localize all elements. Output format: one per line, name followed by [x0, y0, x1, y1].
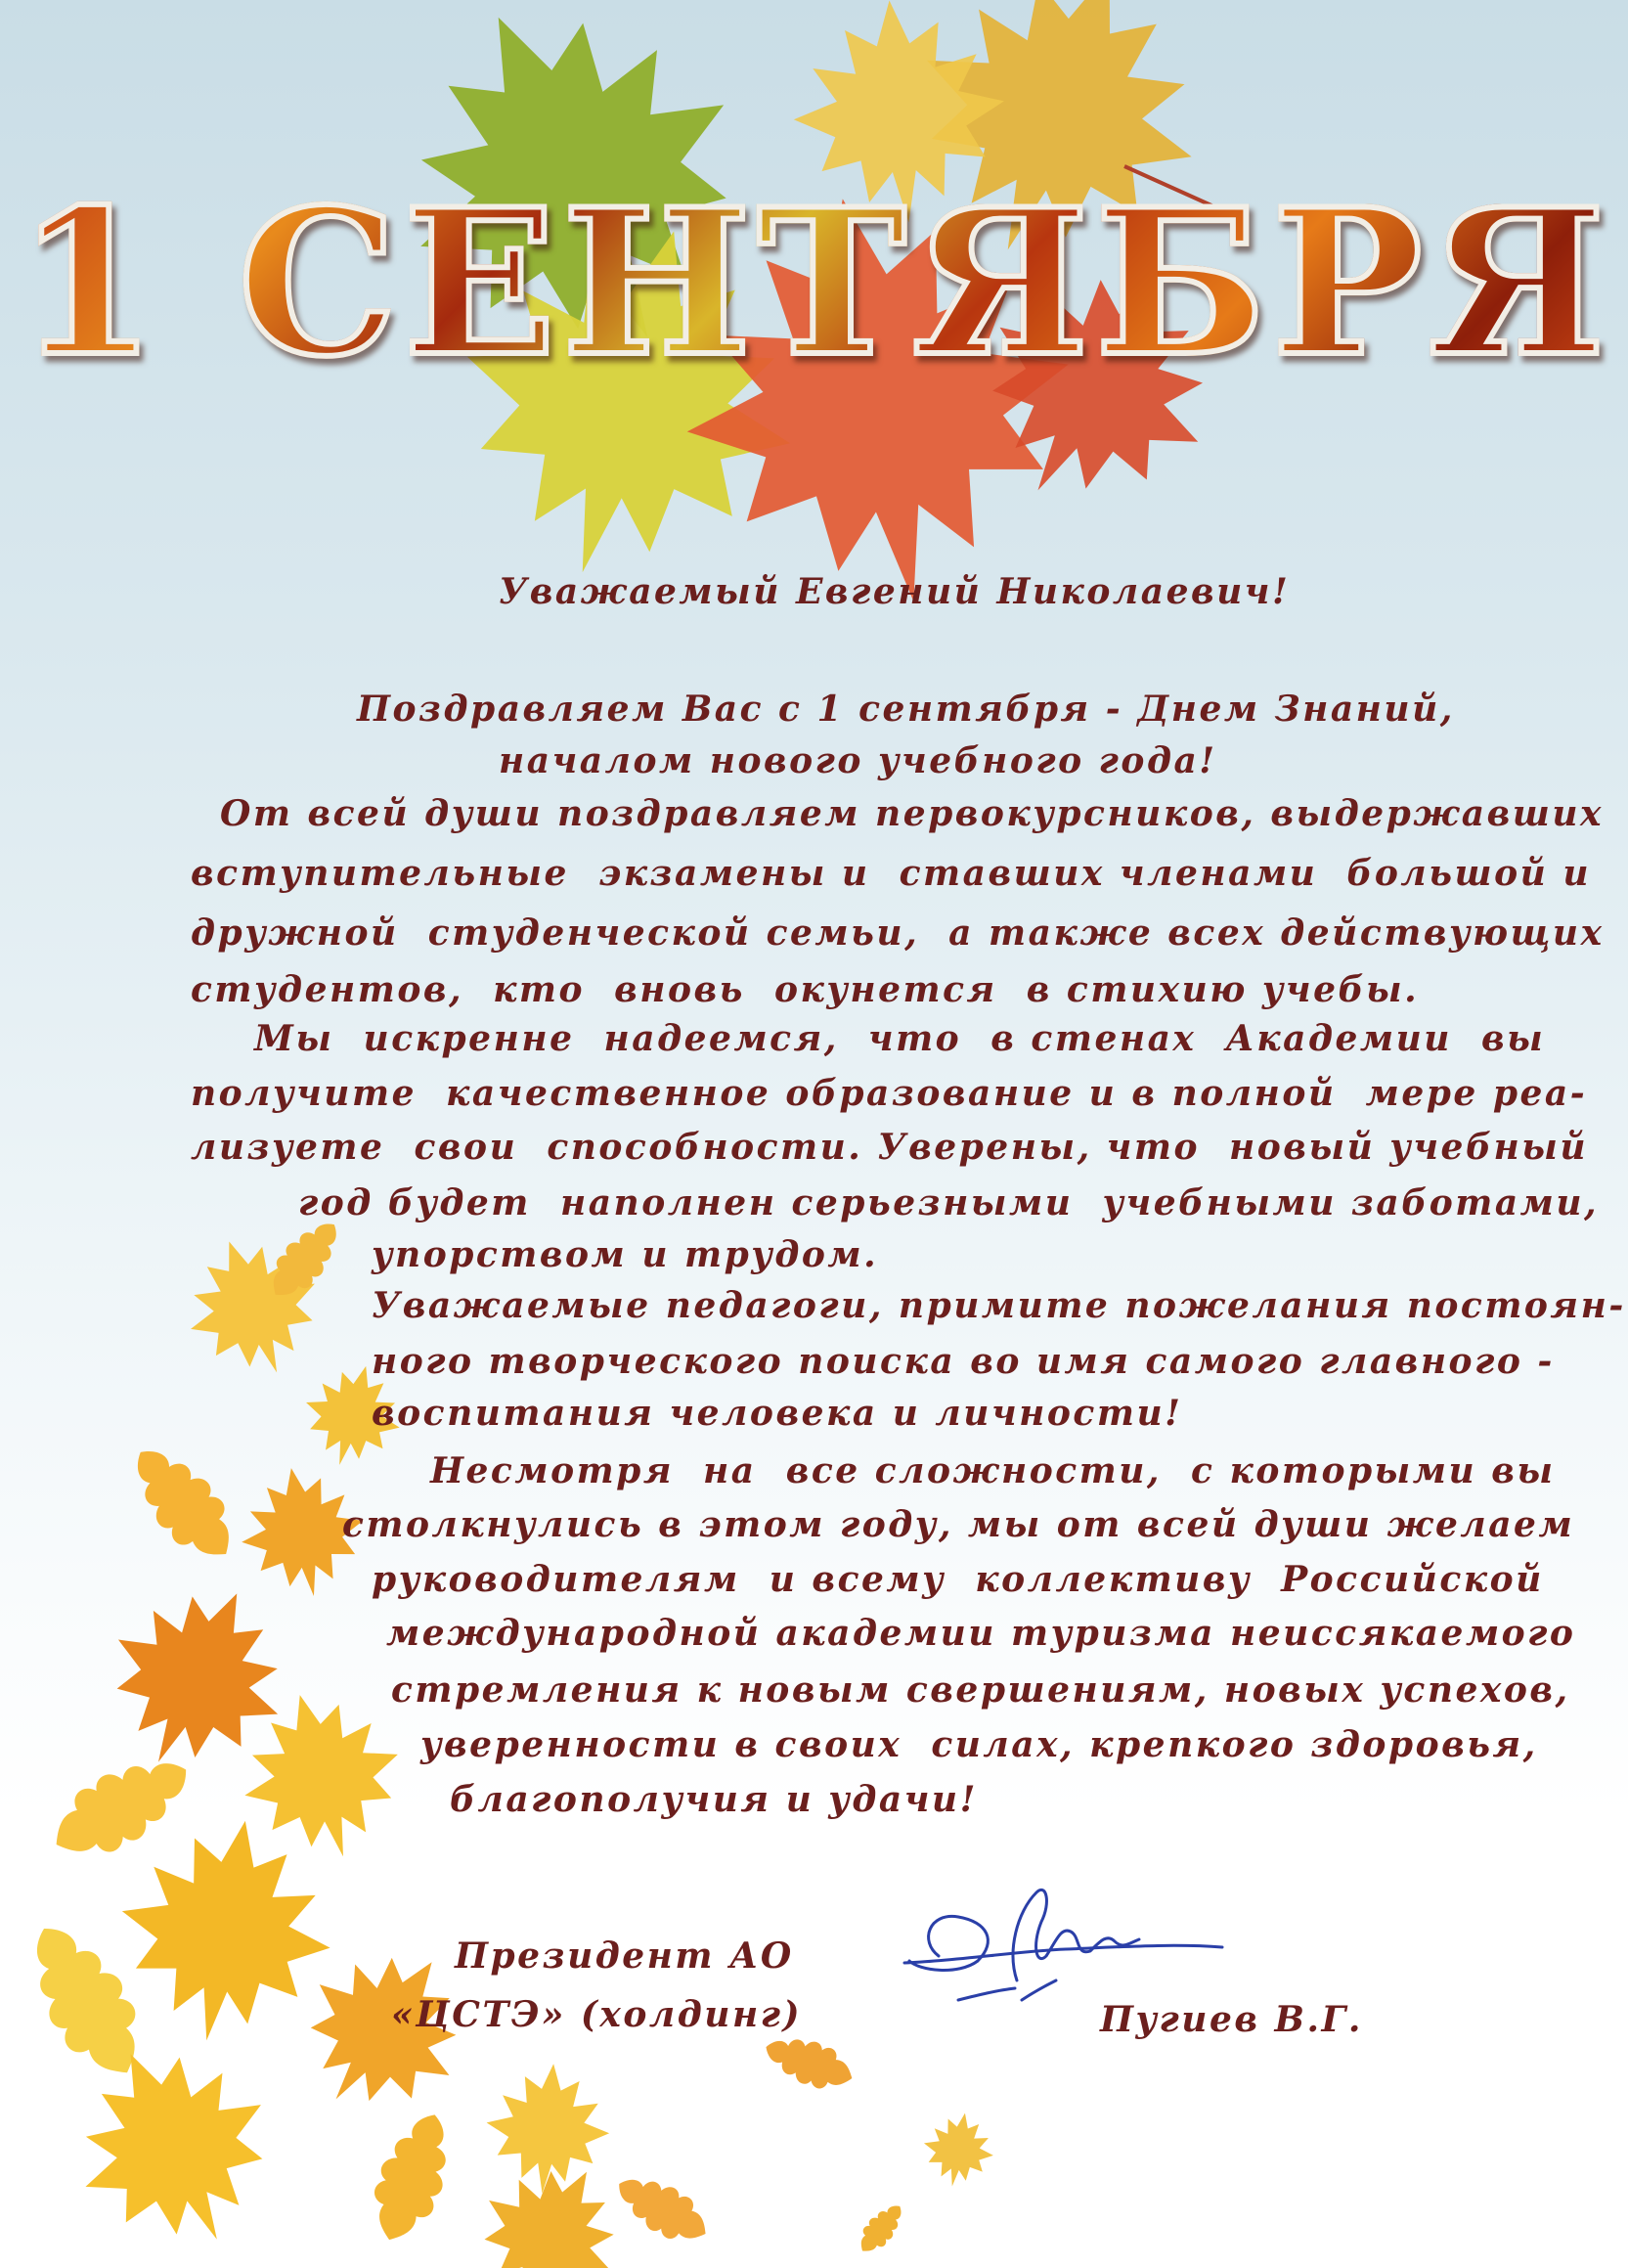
body-line: благополучия и удачи! [450, 1779, 978, 1820]
body-line: год будет наполнен серьезными учебными заботами, [298, 1182, 1600, 1223]
body-line: вступительные экзамены и ставших членами большой и [191, 853, 1591, 894]
body-line: международной академии туризма неиссякаемого [386, 1613, 1576, 1654]
body-line: лизуете свои способности. Уверены, что новый учебный [191, 1127, 1588, 1168]
signer-position-line1: Президент АО [455, 1935, 794, 1977]
body-line: Несмотря на все сложности, с которыми вы [430, 1450, 1556, 1491]
body-line: Уважаемые педагоги, примите пожелания постоян- [372, 1285, 1626, 1326]
small-signature-leaves [759, 2026, 1000, 2260]
body-line: руководителям и всему коллективу Российской [372, 1559, 1544, 1600]
body-line: столкнулись в этом году, мы от всей души желаем [342, 1504, 1575, 1545]
body-line: дружной студенческой семьи, а также всех действующих [191, 912, 1605, 954]
body-line: воспитания человека и личности! [372, 1393, 1183, 1434]
greeting-line: Уважаемый Евгений Николаевич! [499, 571, 1291, 612]
signer-position-line2: «ЦСТЭ» (холдинг) [391, 1994, 802, 2035]
signer-name: Пугиев В.Г. [1100, 1999, 1363, 2040]
body-line: От всей души поздравляем первокурсников, выдержавших [220, 793, 1604, 834]
body-line: началом нового учебного года! [499, 740, 1217, 781]
body-line: Мы искренне надеемся, что в стенах Академии вы [254, 1018, 1546, 1059]
body-line: Поздравляем Вас с 1 сентября - Днем Знаний, [357, 689, 1455, 730]
body-line: уверенности в своих силах, крепкого здоровья, [420, 1724, 1538, 1765]
body-line: стремления к новым свершениям, новых успехов, [391, 1669, 1570, 1711]
page-title: 1 СЕНТЯБРЯ [0, 166, 1628, 401]
handwritten-signature [900, 1873, 1232, 2029]
body-line: упорством и трудом. [372, 1234, 879, 1275]
body-line: студентов, кто вновь окунется в стихию учебы. [191, 969, 1420, 1010]
body-line: получите качественное образование и в полной мере реа- [191, 1073, 1588, 1114]
body-line: ного творческого поиска во имя самого главного - [372, 1341, 1555, 1382]
